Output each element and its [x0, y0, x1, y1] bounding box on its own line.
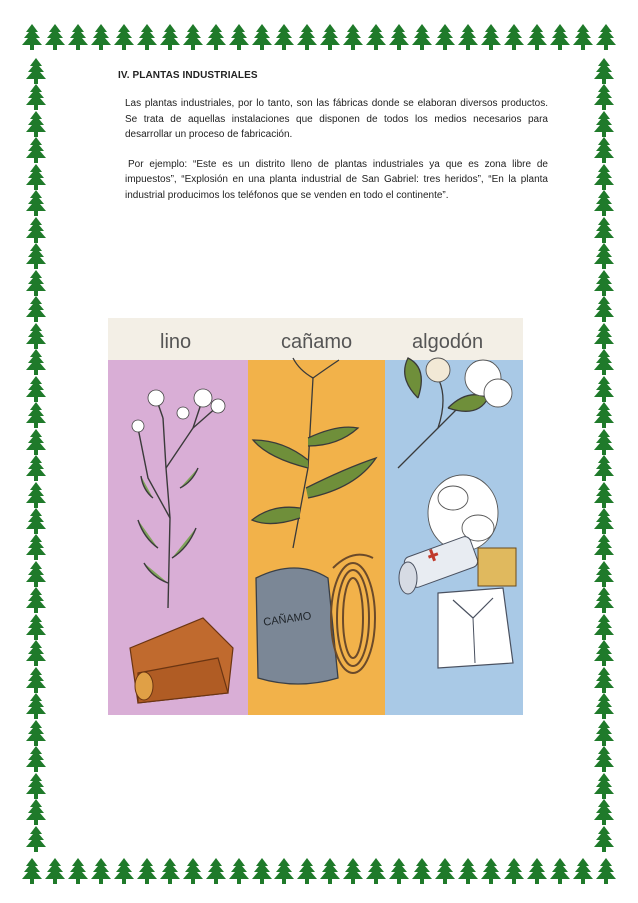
- christmas-tree-icon: [26, 534, 46, 560]
- christmas-tree-icon: [206, 858, 226, 884]
- cotton-shirt: [438, 588, 513, 668]
- christmas-tree-icon: [594, 773, 614, 799]
- christmas-tree-icon: [594, 296, 614, 322]
- christmas-tree-icon: [297, 24, 317, 50]
- christmas-tree-icon: [504, 858, 524, 884]
- section-heading: IV. PLANTAS INDUSTRIALES: [118, 70, 258, 81]
- christmas-tree-icon: [26, 190, 46, 216]
- christmas-tree-icon: [26, 137, 46, 163]
- christmas-tree-icon: [183, 24, 203, 50]
- christmas-tree-icon: [114, 24, 134, 50]
- christmas-tree-icon: [594, 746, 614, 772]
- christmas-tree-icon: [435, 858, 455, 884]
- christmas-tree-icon: [594, 402, 614, 428]
- christmas-tree-icon: [594, 720, 614, 746]
- christmas-tree-icon: [26, 111, 46, 137]
- christmas-tree-icon: [550, 24, 570, 50]
- christmas-tree-icon: [594, 217, 614, 243]
- christmas-tree-icon: [26, 455, 46, 481]
- hemp-sack: [256, 568, 338, 684]
- christmas-tree-icon: [594, 376, 614, 402]
- christmas-tree-icon: [594, 587, 614, 613]
- christmas-tree-icon: [26, 720, 46, 746]
- christmas-tree-icon: [26, 58, 46, 84]
- christmas-tree-icon: [45, 24, 65, 50]
- christmas-tree-icon: [91, 858, 111, 884]
- document-body: [118, 70, 548, 217]
- christmas-tree-icon: [26, 587, 46, 613]
- christmas-tree-icon: [114, 858, 134, 884]
- christmas-tree-icon: [26, 84, 46, 110]
- christmas-tree-icon: [137, 24, 157, 50]
- christmas-tree-icon: [594, 111, 614, 137]
- christmas-tree-icon: [206, 24, 226, 50]
- christmas-tree-icon: [481, 24, 501, 50]
- christmas-tree-icon: [594, 640, 614, 666]
- christmas-tree-icon: [458, 858, 478, 884]
- christmas-tree-icon: [504, 24, 524, 50]
- christmas-tree-icon: [252, 858, 272, 884]
- christmas-tree-icon: [435, 24, 455, 50]
- christmas-tree-icon: [91, 24, 111, 50]
- christmas-tree-icon: [573, 858, 593, 884]
- christmas-tree-icon: [594, 243, 614, 269]
- christmas-tree-icon: [594, 614, 614, 640]
- christmas-tree-icon: [412, 24, 432, 50]
- border-top: [22, 18, 616, 50]
- paragraph-examples: Por ejemplo: “Este es un distrito lleno de plantas industriales ya que es zona libre de impuestos”, “Explosión en una planta industrial de San Gabriel: tres heridos”, “En la planta industrial producimos los teléfonos que se venden en todo el continente”.: [125, 158, 548, 201]
- christmas-tree-icon: [274, 24, 294, 50]
- christmas-tree-icon: [26, 243, 46, 269]
- christmas-tree-icon: [458, 24, 478, 50]
- christmas-tree-icon: [594, 323, 614, 349]
- christmas-tree-icon: [594, 693, 614, 719]
- christmas-tree-icon: [343, 24, 363, 50]
- christmas-tree-icon: [26, 376, 46, 402]
- christmas-tree-icon: [26, 296, 46, 322]
- panel-label-lino: lino: [160, 331, 192, 353]
- christmas-tree-icon: [594, 455, 614, 481]
- christmas-tree-icon: [343, 858, 363, 884]
- christmas-tree-icon: [274, 858, 294, 884]
- christmas-tree-icon: [22, 24, 42, 50]
- christmas-tree-icon: [26, 270, 46, 296]
- christmas-tree-icon: [573, 24, 593, 50]
- christmas-tree-icon: [389, 858, 409, 884]
- border-bottom: [22, 852, 616, 884]
- christmas-tree-icon: [26, 826, 46, 852]
- christmas-tree-icon: [594, 508, 614, 534]
- border-left: [20, 58, 52, 852]
- christmas-tree-icon: [26, 640, 46, 666]
- christmas-tree-icon: [26, 349, 46, 375]
- christmas-tree-icon: [594, 482, 614, 508]
- christmas-tree-icon: [26, 429, 46, 455]
- christmas-tree-icon: [594, 137, 614, 163]
- panel-label-algodon: algodón: [412, 331, 484, 353]
- christmas-tree-icon: [26, 217, 46, 243]
- christmas-tree-icon: [45, 858, 65, 884]
- christmas-tree-icon: [68, 858, 88, 884]
- christmas-tree-icon: [320, 858, 340, 884]
- christmas-tree-icon: [596, 24, 616, 50]
- christmas-tree-icon: [26, 693, 46, 719]
- christmas-tree-icon: [594, 349, 614, 375]
- christmas-tree-icon: [26, 482, 46, 508]
- christmas-tree-icon: [229, 858, 249, 884]
- christmas-tree-icon: [26, 773, 46, 799]
- christmas-tree-icon: [26, 508, 46, 534]
- christmas-tree-icon: [366, 24, 386, 50]
- christmas-tree-icon: [26, 402, 46, 428]
- hemp-sack-label: CAÑAMO: [262, 610, 313, 629]
- christmas-tree-icon: [594, 164, 614, 190]
- paragraph-definition: Las plantas industriales, por lo tanto, son las fábricas donde se elaboran diversos productos. Se trata de aquellas instalaciones que disponen de todos los medios necesarios para desarrollar un proceso de fabricación.: [125, 98, 548, 140]
- christmas-tree-icon: [252, 24, 272, 50]
- christmas-tree-icon: [527, 858, 547, 884]
- christmas-tree-icon: [366, 858, 386, 884]
- christmas-tree-icon: [229, 24, 249, 50]
- panel-label-canamo: cañamo: [281, 331, 353, 353]
- christmas-tree-icon: [160, 24, 180, 50]
- christmas-tree-icon: [160, 858, 180, 884]
- christmas-tree-icon: [594, 429, 614, 455]
- christmas-tree-icon: [527, 24, 547, 50]
- christmas-tree-icon: [389, 24, 409, 50]
- christmas-tree-icon: [594, 190, 614, 216]
- christmas-tree-icon: [550, 858, 570, 884]
- christmas-tree-icon: [26, 164, 46, 190]
- christmas-tree-icon: [26, 323, 46, 349]
- christmas-tree-icon: [137, 858, 157, 884]
- christmas-tree-icon: [26, 799, 46, 825]
- industrial-plants-illustration: [108, 318, 523, 715]
- christmas-tree-icon: [594, 826, 614, 852]
- christmas-tree-icon: [68, 24, 88, 50]
- christmas-tree-icon: [594, 667, 614, 693]
- border-right: [588, 58, 620, 852]
- christmas-tree-icon: [594, 534, 614, 560]
- christmas-tree-icon: [596, 858, 616, 884]
- christmas-tree-icon: [26, 561, 46, 587]
- christmas-tree-icon: [26, 667, 46, 693]
- christmas-tree-icon: [594, 84, 614, 110]
- christmas-tree-icon: [183, 858, 203, 884]
- christmas-tree-icon: [412, 858, 432, 884]
- christmas-tree-icon: [297, 858, 317, 884]
- christmas-tree-icon: [594, 799, 614, 825]
- christmas-tree-icon: [594, 270, 614, 296]
- christmas-tree-icon: [481, 858, 501, 884]
- christmas-tree-icon: [26, 746, 46, 772]
- christmas-tree-icon: [594, 561, 614, 587]
- cotton-box: [478, 548, 516, 586]
- christmas-tree-icon: [320, 24, 340, 50]
- christmas-tree-icon: [594, 58, 614, 84]
- christmas-tree-icon: [26, 614, 46, 640]
- christmas-tree-icon: [22, 858, 42, 884]
